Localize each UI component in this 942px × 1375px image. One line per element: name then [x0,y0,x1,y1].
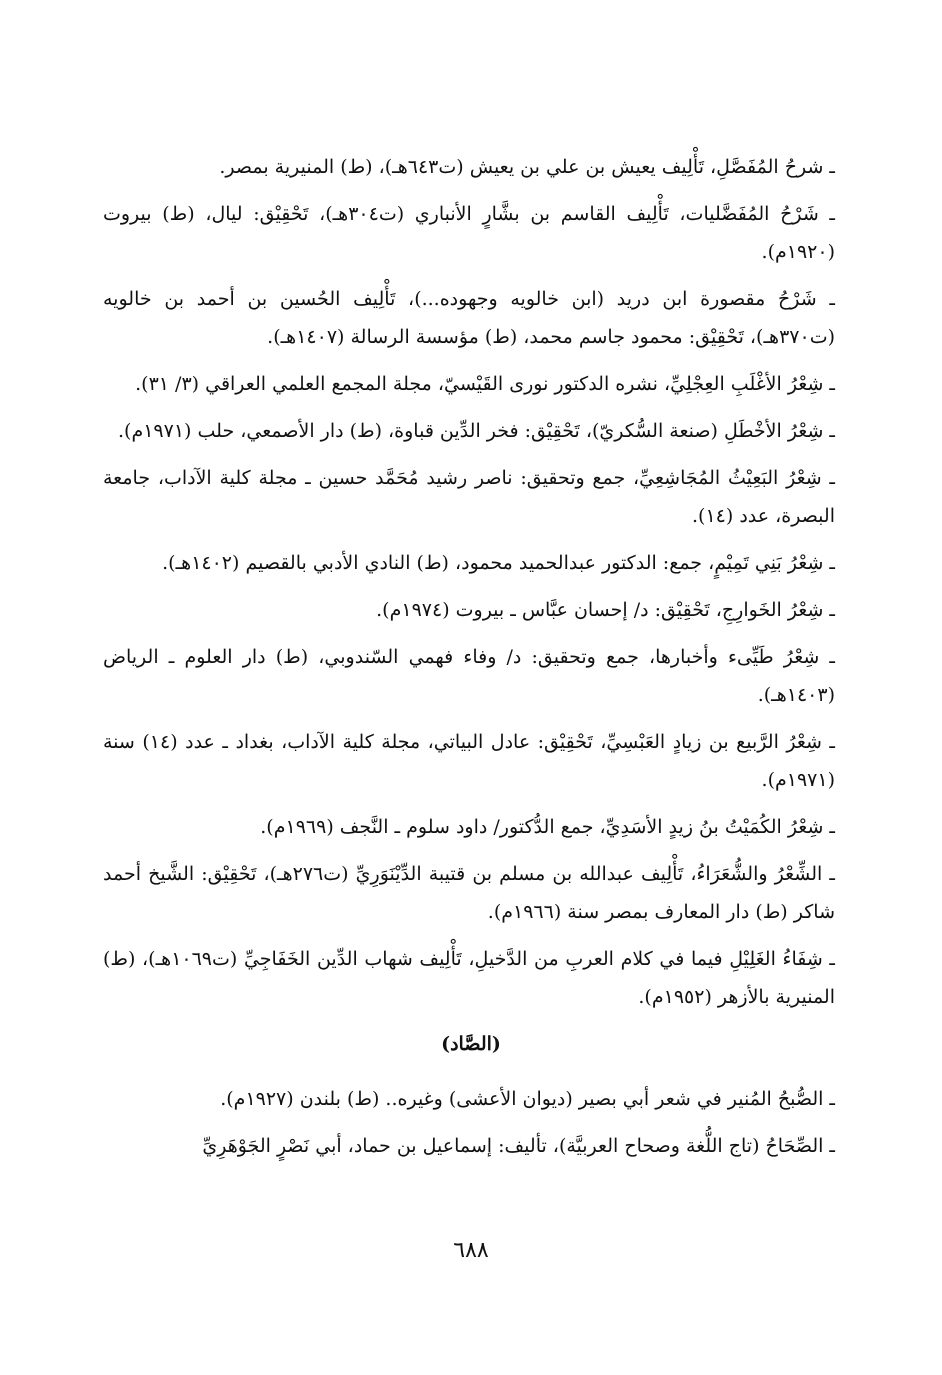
bibliography-entry: ـ شِعْرُ البَعِيْثُ المُجَاشِعِيِّ، جمع وتحقيق: ناصر رشيد مُحَمَّد حسين ـ مجلة كلية الآداب، جامعة البصرة، عدد (١٤). [103,467,835,527]
bibliography-entry: ـ شِعْرُ الرَّبيع بن زيادٍ العَبْسِيِّ، تَحْقِيْق: عادل البياتي، مجلة كلية الآداب، بغداد ـ عدد (١٤) سنة (١٩٧١م). [103,731,835,791]
section-bibliography-list [103,1080,835,1174]
bibliography-entry: ـ الصِّحَاحُ (تاج اللُّغة وصحاح العربيَّة)، تأليف: إسماعيل بن حماد، أبي نَصْرٍ الجَوْهَرِيِّ [202,1135,835,1157]
bibliography-entry: ـ شِعْرُ طَيِّىء وأخبارها، جمع وتحقيق: د/ وفاء فهمي السّندوبي، (ط) دار العلوم ـ الرياض (١٤٠٣هـ). [103,646,835,706]
bibliography-entry: ـ شرحُ المُفَصَّلِ، تَأْلِيف يعيش بن علي بن يعيش (ت٦٤٣هـ)، (ط) المنيرية بمصر. [219,156,835,178]
bibliography-entry: ـ شِعْرُ الأخْطَلِ (صنعة السُّكريّ)، تَحْقِيْق: فخر الدِّين قباوة، (ط) دار الأصمعي، حلب (١٩٧١م). [118,420,835,442]
bibliography-entry: ـ الصُّبحُ المُنير في شعر أبي بصير (ديوان الأعشى) وغيره.. (ط) بلندن (١٩٢٧م). [220,1088,835,1110]
page-number: ٦٨٨ [453,1238,489,1263]
bibliography-entry: ـ شِعْرُ بَنِي تَمِيْمٍ، جمع: الدكتور عبدالحميد محمود، (ط) النادي الأدبي بالقصيم (١٤٠٢هـ). [162,552,835,574]
bibliography-entry: ـ شِعْرُ الخَوارِجِ، تَحْقِيْق: د/ إحسان عبَّاس ـ بيروت (١٩٧٤م). [376,599,835,621]
bibliography-entry: ـ الشِّعْرُ والشُّعَرَاءُ، تَأْلِيف عبدالله بن مسلم بن قتيبة الدِّيْنَوَرِيِّ (ت٢٧٦هـ)، تَحْقِيْق: الشَّيخ أحمد شاكر (ط) دار المعارف بمصر سنة (١٩٦٦م). [103,863,835,923]
bibliography-entry: ـ شَرْحُ المُفَضَّليات، تَأْلِيف القاسم بن بشَّارٍ الأنباري (ت٣٠٤هـ)، تَحْقِيْق: ليال، (ط) بيروت (١٩٢٠م). [103,203,835,263]
bibliography-entry: ـ شَرْحُ مقصورة ابن دريد (ابن خالويه وجهوده...)، تَأْلِيف الحُسين بن أحمد بن خالويه (ت٣٧٠هـ)، تَحْقِيْق: محمود جاسم محمد، (ط) مؤسسة الرسالة (١٤٠٧هـ). [103,288,835,348]
bibliography-entry: ـ شِعْرُ الأغْلَبِ العِجْلِيِّ، نشره الدكتور نورى القَيْسيّ، مجلة المجمع العلمي العراقي (٣/ ٣١). [135,373,835,395]
bibliography-list [103,148,835,1025]
section-heading: (الصَّاد) [441,1033,501,1055]
bibliography-entry: ـ شِعْرُ الكُمَيْتُ بنُ زيدٍ الأسَدِيِّ، جمع الدُّكتور/ داود سلوم ـ النَّجف (١٩٦٩م). [260,816,835,838]
bibliography-entry: ـ شِفَاءُ الغَلِيْلِ فيما في كلام العربِ من الدَّخيلِ، تَأْلِيف شهاب الدِّين الخَفَاجِيِّ (ت١٠٦٩هـ)، (ط) المنيرية بالأزهر (١٩٥٢م). [103,948,835,1008]
